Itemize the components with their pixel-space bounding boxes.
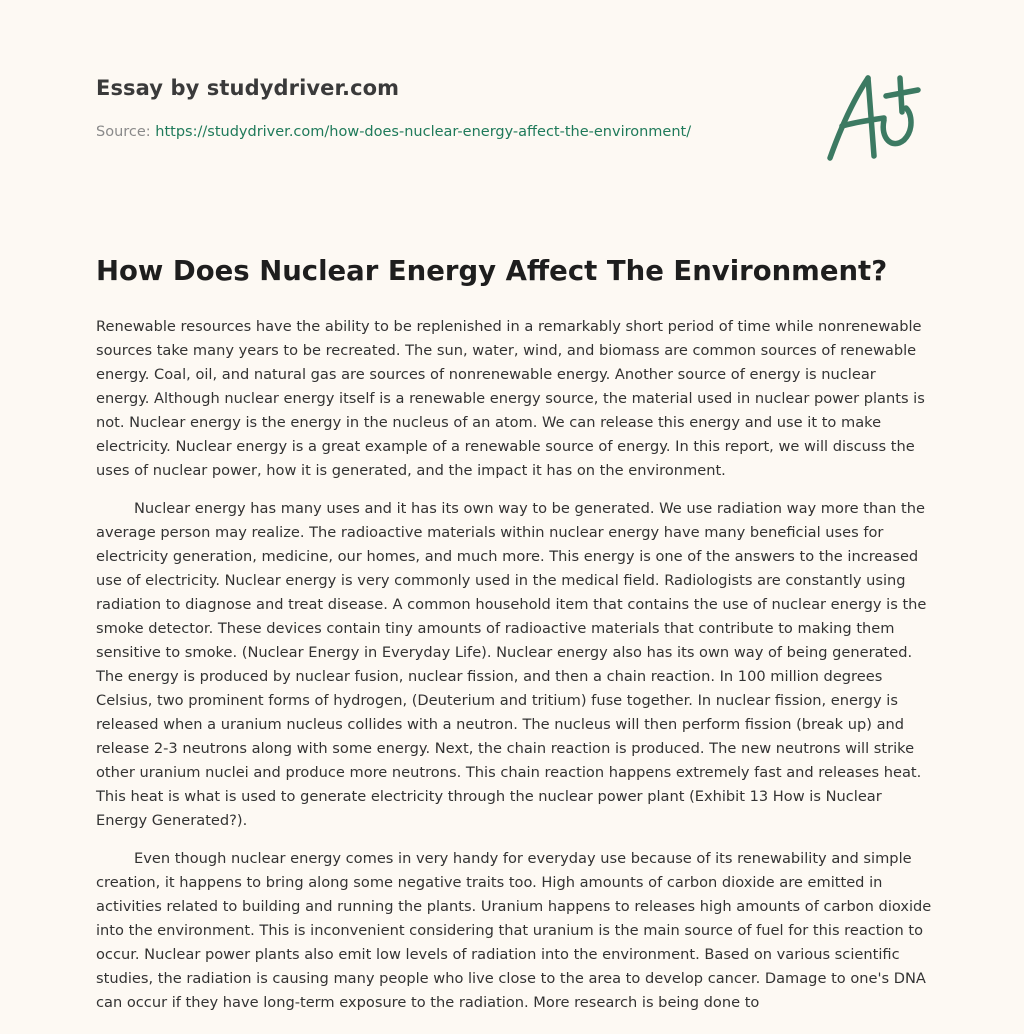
essay-paragraph-3: Even though nuclear energy comes in very handy for everyday use because of its renewability and simple creation, it happens to bring along some negative traits too. High amounts of carbon dioxide are emitted in activities related to building and running the plants. Uranium happens to releases high amounts of carbon dioxide into the environment. This is inconvenient considering that uranium is the main source of fuel for this reaction to occur. Nuclear power plants also emit low levels of radiation into the environment. Based on various scientific studies, the radiation is causing many people who live close to the area to develop cancer. Damage to one's DNA can occur if they have long-term exposure to the radiation. More research is being done to (96, 850, 932, 1011)
essay-paragraph-1: Renewable resources have the ability to be replenished in a remarkably short period of time while nonrenewable sources take many years to be recreated. The sun, water, wind, and biomass are common sources of renewable energy. Coal, oil, and natural gas are sources of nonrenewable energy. Another source of energy is nuclear energy. Although nuclear energy itself is a renewable energy source, the material used in nuclear power plants is not. Nuclear energy is the energy in the nucleus of an atom. We can release this energy and use it to make electricity. Nuclear energy is a great example of a renewable source of energy. In this report, we will discuss the uses of nuclear power, how it is generated, and the impact it has on the environment. (96, 318, 925, 479)
essay-title: How Does Nuclear Energy Affect The Environment? (96, 255, 888, 287)
essay-paragraph-2: Nuclear energy has many uses and it has its own way to be generated. We use radiation way more than the average person may realize. The radioactive materials within nuclear energy have many beneficial uses for electricity generation, medicine, our homes, and much more. This energy is one of the answers to the increased use of electricity. Nuclear energy is very commonly used in the medical field. Radiologists are constantly using radiation to diagnose and treat disease. A common household item that contains the use of nuclear energy is the smoke detector. These devices contain tiny amounts of radioactive materials that contribute to making them sensitive to smoke. (Nuclear Energy in Everyday Life). Nuclear energy also has its own way of being generated. The energy is produced by nuclear fusion, nuclear fission, and then a chain reaction. In 100 million degrees Celsius, two prominent forms of hydrogen, (Deuterium and tritium) fuse together. In nuclear fission, energy is released when a uranium nucleus collides with a neutron. The nucleus will then perform fission (break up) and release 2-3 neutrons along with some energy. Next, the chain reaction is produced. The new neutrons will strike other uranium nuclei and produce more neutrons. This chain reaction happens extremely fast and releases heat. This heat is what is used to generate electricity through the nuclear power plant (Exhibit 13 How is Nuclear Energy Generated?). (96, 500, 927, 829)
site-brand: Essay by studydriver.com (96, 76, 400, 100)
essay-body (96, 315, 932, 1029)
source-link[interactable]: https://studydriver.com/how-does-nuclear-energy-affect-the-environment/ (155, 124, 692, 140)
source-line (96, 124, 691, 140)
source-label: Source: (96, 124, 156, 140)
a-plus-logo-icon (822, 68, 926, 164)
